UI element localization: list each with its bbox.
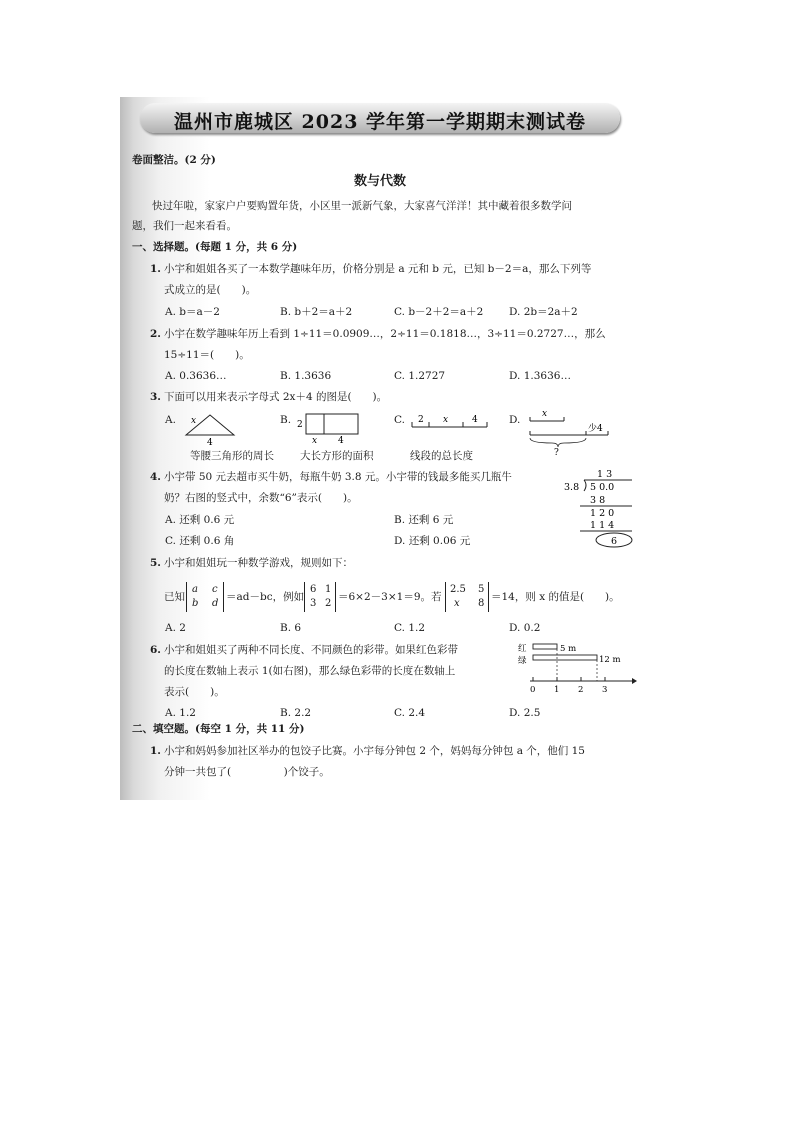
det2-2: 2: [325, 598, 332, 609]
q3-fig-c-2: 2: [418, 415, 424, 425]
q4-number: 4.: [150, 471, 161, 483]
q4-stem-line-1: 小宇带 50 元去超市买牛奶，每瓶牛奶 3.8 元。小宇带的钱最多能买几瓶牛: [164, 471, 512, 483]
q3-fig-c-x: x: [443, 415, 449, 425]
q6-stem-line-2: 的长度在数轴上表示 1(如右图)，那么绿色彩带的长度在数轴上: [164, 665, 456, 677]
q6-tick-1: 1: [554, 685, 560, 695]
q2-option-d[interactable]: D. 1.3636…: [509, 370, 571, 382]
q3-stem: 下面可以用来表示字母式 2x＋4 的图是( )。: [164, 391, 388, 403]
neatness-note: 卷面整洁。(2 分): [132, 154, 216, 166]
q6-green-ribbon: [533, 655, 597, 660]
q5-stem: 小宇和姐姐玩一种数学游戏，规则如下：: [164, 557, 353, 569]
q2-stem-line-1: 小宇在数学趣味年历上看到 1÷11＝0.0909…，2÷11＝0.1818…，3÷11＝0.2727…，那么: [164, 328, 606, 340]
det1-b: b: [192, 598, 199, 609]
det3-2-5: 2.5: [450, 584, 466, 595]
q5-determinant-definition: [186, 582, 224, 612]
q6-tick-2: 2: [578, 685, 584, 695]
intro-line-2: 题，我们一起来看看。: [132, 220, 237, 232]
q5-number: 5.: [150, 557, 161, 569]
exam-sheet: [120, 97, 640, 800]
q3-fig-b-2: 2: [297, 420, 303, 430]
q5-rule-text: ＝ad－bc，例如: [226, 591, 305, 603]
q6-green-label: 绿: [518, 656, 527, 666]
q3-figure-c-segment: [409, 411, 494, 441]
det2-1: 1: [325, 584, 332, 595]
q6-red-label: 红: [518, 644, 527, 654]
q3-fig-d-less4: 少4: [588, 424, 603, 434]
q3-label-a[interactable]: A.: [165, 414, 176, 426]
exam-title: 温州市鹿城区 2023 学年第一学期期末测试卷: [173, 111, 587, 133]
part1-heading: 一、选择题。(每题 1 分，共 6 分): [132, 241, 298, 253]
q5-option-c[interactable]: C. 1.2: [394, 622, 426, 634]
q1-option-c[interactable]: C. b－2＋2＝a＋2: [394, 306, 484, 318]
q6-option-a[interactable]: A. 1.2: [165, 707, 196, 719]
q3-label-d[interactable]: D.: [509, 414, 521, 426]
q4-option-c[interactable]: C. 还剩 0.6 角: [165, 535, 235, 547]
q4-dividend: 5 0.0: [590, 482, 615, 493]
q5-example-text: ＝6×2－3×1＝9。若: [338, 591, 442, 603]
q2-number: 2.: [150, 328, 161, 340]
q3-caption-b: 大长方形的面积: [300, 450, 374, 462]
q3-figure-d-segment-diagram: [524, 407, 614, 457]
q4-long-division: [560, 467, 640, 551]
q5-option-d[interactable]: D. 0.2: [509, 622, 541, 634]
q1-stem-line-1: 小宇和姐姐各买了一本数学趣味年历，价格分别是 a 元和 b 元，已知 b－2＝a，那么下列等: [164, 263, 592, 275]
q6-red-length: 5 m: [560, 644, 577, 654]
q4-option-a[interactable]: A. 还剩 0.6 元: [165, 514, 235, 526]
q5-option-a[interactable]: A. 2: [165, 622, 186, 634]
q2-stem-line-2: 15÷11＝( )。: [164, 349, 250, 361]
q2-option-b[interactable]: B. 1.3636: [280, 370, 332, 382]
q5-pre-text: 已知: [164, 591, 185, 603]
q3-figure-b-rectangle: [296, 411, 366, 447]
q5-option-b[interactable]: B. 6: [280, 622, 302, 634]
q6-option-b[interactable]: B. 2.2: [280, 707, 312, 719]
q1-option-b[interactable]: B. b＋2＝a＋2: [280, 306, 353, 318]
det3-x: x: [454, 598, 460, 609]
f1-number: 1.: [150, 745, 161, 757]
q6-red-ribbon: [533, 644, 557, 649]
q3-number: 3.: [150, 391, 161, 403]
q3-fig-c-4: 4: [472, 415, 478, 425]
q4-subtract-2: 1 1 4: [590, 520, 615, 531]
q4-divisor: 3.8: [564, 482, 580, 493]
q4-stem-line-2: 奶？右图的竖式中，余数“6”表示( )。: [164, 492, 358, 504]
det2-3: 3: [310, 598, 317, 609]
q4-option-d[interactable]: D. 还剩 0.06 元: [394, 535, 471, 547]
q4-subtract-1: 3 8: [590, 495, 606, 506]
q3-fig-d-question: ?: [554, 448, 559, 457]
q4-option-b[interactable]: B. 还剩 6 元: [394, 514, 454, 526]
q5-determinant-example: [304, 582, 336, 612]
q1-option-d[interactable]: D. 2b＝2a＋2: [509, 306, 578, 318]
q1-number: 1.: [150, 263, 161, 275]
q3-fig-a-4: 4: [207, 438, 213, 447]
q6-option-c[interactable]: C. 2.4: [394, 707, 426, 719]
q5-determinant-question: [445, 582, 489, 612]
det3-5: 5: [478, 584, 485, 595]
det1-a: a: [192, 584, 198, 595]
q3-fig-b-x: x: [312, 436, 318, 446]
q4-quotient: 1 3: [597, 469, 613, 480]
q6-tick-0: 0: [530, 685, 536, 695]
section-title: 数与代数: [353, 174, 406, 189]
q4-remainder-1: 1 2 0: [590, 508, 615, 519]
q6-option-d[interactable]: D. 2.5: [509, 707, 541, 719]
det3-8: 8: [478, 598, 485, 609]
q6-number-line-figure: [516, 641, 638, 697]
det2-6: 6: [310, 584, 317, 595]
q3-fig-a-x: x: [191, 416, 197, 426]
q6-stem-line-3: 表示( )。: [164, 686, 225, 698]
q3-caption-a: 等腰三角形的周长: [190, 450, 274, 462]
det1-d: d: [212, 598, 219, 609]
q6-number: 6.: [150, 644, 161, 656]
q1-option-a[interactable]: A. b＝a－2: [165, 306, 220, 318]
q3-fig-d-x: x: [542, 409, 548, 419]
q3-label-c[interactable]: C.: [394, 414, 405, 426]
part2-heading: 二、填空题。(每空 1 分，共 11 分): [132, 723, 305, 735]
q1-stem-line-2: 式成立的是( )。: [164, 284, 257, 296]
q3-fig-b-4: 4: [338, 436, 344, 446]
f1-stem-line-2[interactable]: 分钟一共包了( )个饺子。: [164, 766, 330, 778]
q3-figure-a-triangle: [182, 411, 242, 447]
q2-option-c[interactable]: C. 1.2727: [394, 370, 446, 382]
title-banner: [140, 103, 620, 133]
q5-question-text: ＝14，则 x 的值是( )。: [491, 591, 620, 603]
f1-stem-line-1: 小宇和妈妈参加社区举办的包饺子比赛。小宇每分钟包 2 个，妈妈每分钟包 a 个，他们 15: [164, 745, 585, 757]
intro-line-1: 快过年啦，家家户户要购置年货，小区里一派新气象，大家喜气洋洋！其中藏着很多数学问: [152, 200, 572, 212]
q2-option-a[interactable]: A. 0.3636…: [165, 370, 227, 382]
q6-tick-3: 3: [602, 685, 608, 695]
q3-caption-c: 线段的总长度: [410, 450, 473, 462]
q4-remainder-6: 6: [611, 536, 618, 547]
det1-c: c: [212, 584, 218, 595]
q6-green-length: 12 m: [599, 655, 621, 665]
q6-stem-line-1: 小宇和姐姐买了两种不同长度、不同颜色的彩带。如果红色彩带: [164, 644, 458, 656]
q3-label-b[interactable]: B.: [280, 414, 292, 426]
